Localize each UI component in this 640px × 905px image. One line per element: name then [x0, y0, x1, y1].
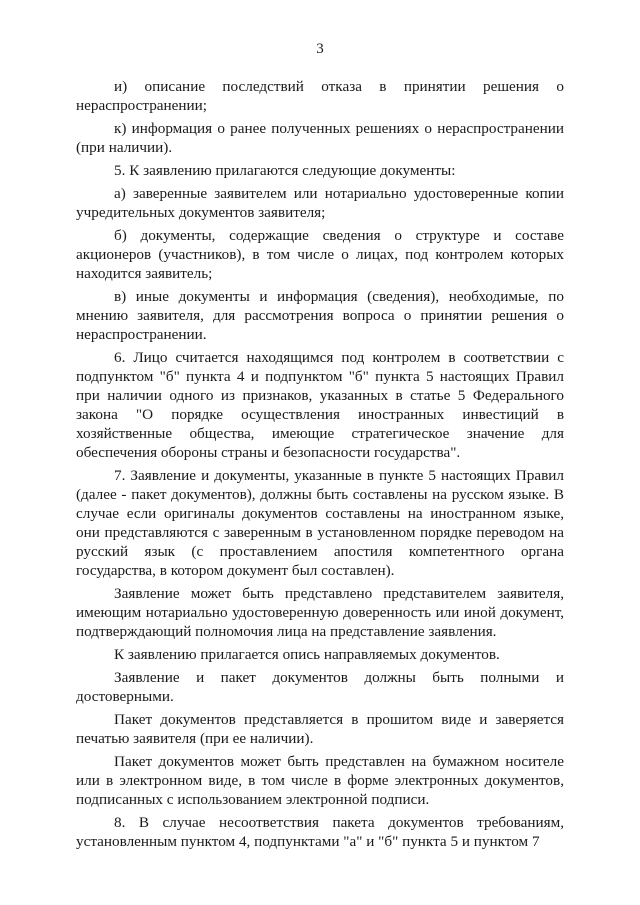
paragraph-binding: Пакет документов представляется в прошитом виде и заверяется печатью заявителя (при ее наличии).	[76, 711, 564, 747]
paragraph-clause-7: 7. Заявление и документы, указанные в пункте 5 настоящих Правил (далее - пакет документов), должны быть составлены на русском языке. В случае если оригиналы документов составлены на иностранном языке, они представляются с заверенным в установленном порядке переводом на русский язык (с проставлением апостиля компетентного органа государства, в котором документ был составлен).	[76, 467, 564, 579]
document-body	[76, 77, 564, 855]
paragraph-electronic: Пакет документов может быть представлен на бумажном носителе или в электронном виде, в том числе в форме электронных документов, подписанных с использованием электронной подписи.	[76, 753, 564, 808]
paragraph-item-a: а) заверенные заявителем или нотариально удостоверенные копии учредительных документов заявителя;	[76, 185, 564, 221]
page-number: 3	[316, 41, 324, 57]
paragraph-representative: Заявление может быть представлено представителем заявителя, имеющим нотариально удостоверенную доверенность или иной документ, подтверждающий полномочия лица на представление заявления.	[76, 585, 564, 640]
paragraph-inventory: К заявлению прилагается опись направляемых документов.	[114, 646, 500, 663]
paragraph-item-k: к) информация о ранее полученных решениях о нераспространении (при наличии).	[76, 120, 564, 156]
paragraph-item-b: б) документы, содержащие сведения о структуре и составе акционеров (участников), в том числе о лицах, под контролем которых находится заявитель;	[76, 227, 564, 282]
paragraph-item-i: и) описание последствий отказа в принятии решения о нераспространении;	[76, 78, 564, 114]
paragraph-clause-5: 5. К заявлению прилагаются следующие документы:	[114, 162, 456, 179]
paragraph-completeness: Заявление и пакет документов должны быть полными и достоверными.	[76, 669, 564, 705]
paragraph-item-v: в) иные документы и информация (сведения), необходимые, по мнению заявителя, для рассмотрения вопроса о принятии решения о нераспространении.	[76, 288, 564, 343]
paragraph-clause-6: 6. Лицо считается находящимся под контролем в соответствии с подпунктом "б" пункта 4 и подпунктом "б" пункта 5 настоящих Правил при наличии одного из признаков, указанных в статье 5 Федерального закона "О порядке осуществления иностранных инвестиций в хозяйственные общества, имеющие стратегическое значение для обеспечения обороны страны и безопасности государства".	[76, 349, 564, 461]
paragraph-clause-8: 8. В случае несоответствия пакета документов требованиям, установленным пунктом 4, подпунктами "а" и "б" пункта 5 и пунктом 7	[76, 814, 564, 850]
